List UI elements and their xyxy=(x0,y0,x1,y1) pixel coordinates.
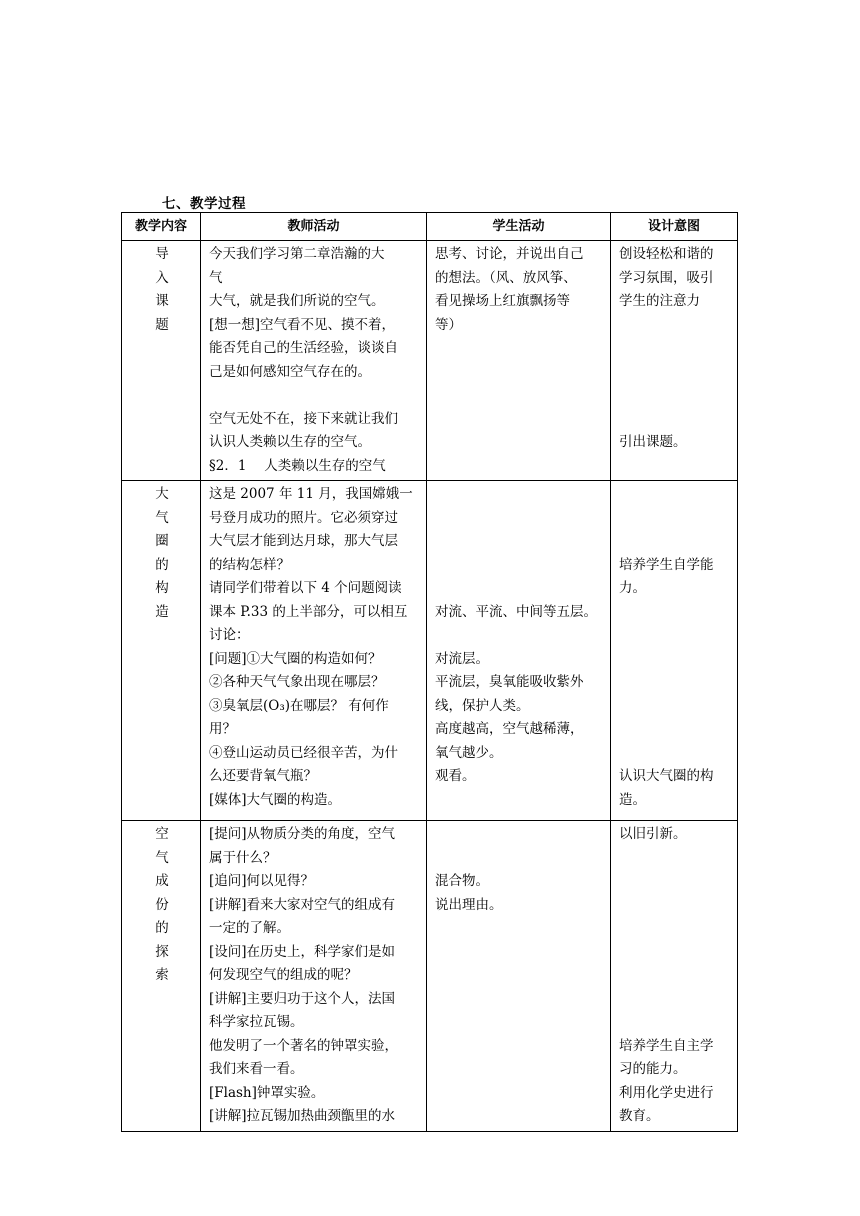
teacher-line: 大气层才能到达月球，那大气层 xyxy=(209,533,398,549)
teacher-line: [设问]在历史上，科学家们是如 xyxy=(209,943,396,960)
teacher-line: 一定的了解。 xyxy=(209,920,290,936)
intent-cell xyxy=(611,241,738,481)
topic-char: 导 xyxy=(155,246,169,262)
header-student: 学生活动 xyxy=(427,213,611,241)
teacher-line: 他发明了一个著名的钟罩实验， xyxy=(209,1037,398,1054)
teacher-cell xyxy=(201,481,427,821)
teacher-line: 能否凭自己的生活经验，谈谈自 xyxy=(209,340,398,356)
student-line: 观看。 xyxy=(435,768,476,784)
teacher-line: [讲解]拉瓦锡加热曲颈甑里的水 xyxy=(209,1108,396,1124)
teacher-line: [讲解]看来大家对空气的组成有 xyxy=(209,896,396,913)
teacher-line: 这是 2007 年 11 月，我国嫦娥一 xyxy=(209,486,413,502)
teacher-line: [提问]从物质分类的角度，空气 xyxy=(209,826,396,842)
student-line: 对流、平流、中间等五层。 xyxy=(435,603,597,620)
teacher-line: 己是如何感知空气存在的。 xyxy=(209,363,371,380)
intent-cell xyxy=(611,821,738,1132)
topic-char: 题 xyxy=(155,316,169,333)
teacher-line: 课本 P.33 的上半部分，可以相互 xyxy=(209,603,408,620)
student-line xyxy=(435,624,604,648)
topic-char: 索 xyxy=(155,967,169,983)
teacher-line: ②各种天气气象出现在哪层？ xyxy=(209,674,385,690)
topic-cell xyxy=(122,821,201,1132)
teacher-line: [想一想]空气看不见、摸不着， xyxy=(209,316,396,333)
topic-char: 入 xyxy=(155,269,169,286)
topic-char: 圈 xyxy=(155,533,169,549)
teacher-line: 气 xyxy=(209,269,223,286)
table-row xyxy=(122,821,738,1132)
intent-line: 学生的注意力 xyxy=(619,293,700,309)
teacher-line: 请同学们带着以下 4 个问题阅读 xyxy=(209,580,402,596)
teacher-line: 今天我们学习第二章浩瀚的大 xyxy=(209,246,385,262)
teacher-line: §2．1 人类赖以生存的空气 xyxy=(209,457,386,474)
table-header-row xyxy=(122,213,738,241)
intent-line: 引出课题。 xyxy=(619,434,687,450)
student-line: 的想法。（风、放风筝、 xyxy=(435,269,577,286)
header-content: 教学内容 xyxy=(122,213,201,241)
intent-line: 认识大气圈的构 xyxy=(619,768,714,784)
teacher-line: ③臭氧层(O₃)在哪层？ 有何作 xyxy=(209,697,389,714)
teacher-line: 讨论： xyxy=(209,627,250,643)
student-line: 混合物。 xyxy=(435,873,489,889)
student-cell xyxy=(427,241,611,481)
table-row xyxy=(122,241,738,481)
intent-line: 学习氛围，吸引 xyxy=(619,269,714,286)
teacher-line: [讲解]主要归功于这个人，法国 xyxy=(209,990,396,1007)
teacher-line: [Flash]钟罩实验。 xyxy=(209,1084,325,1101)
teacher-line: 的结构怎样？ xyxy=(209,556,290,573)
topic-cell xyxy=(122,481,201,821)
intent-line: 创设轻松和谐的 xyxy=(619,246,714,262)
teacher-line: 我们来看一看。 xyxy=(209,1061,304,1077)
topic-cell xyxy=(122,241,201,481)
intent-line: 培养学生自主学 xyxy=(619,1037,714,1054)
student-line: 看见操场上红旗飘扬等 xyxy=(435,293,570,309)
teacher-line: 何发现空气的组成的呢？ xyxy=(209,967,358,983)
topic-char: 份 xyxy=(155,896,169,913)
teacher-line: 大气，就是我们所说的空气。 xyxy=(209,293,385,309)
teacher-line xyxy=(209,384,420,408)
student-line: 平流层，臭氧能吸收紫外 xyxy=(435,674,584,690)
topic-char: 成 xyxy=(155,873,169,889)
student-line: 高度越高，空气越稀薄， xyxy=(435,721,584,737)
teacher-line: 属于什么？ xyxy=(209,849,277,866)
teacher-line: ④登山运动员已经很辛苦，为什 xyxy=(209,744,398,761)
topic-char: 构 xyxy=(155,580,169,596)
header-teacher: 教师活动 xyxy=(201,213,427,241)
topic-char: 大 xyxy=(155,486,169,502)
intent-line: 造。 xyxy=(619,791,646,808)
intent-line: 以旧引新。 xyxy=(619,826,687,842)
teacher-line: 科学家拉瓦锡。 xyxy=(209,1014,304,1030)
topic-char: 探 xyxy=(155,943,169,960)
intent-cell xyxy=(611,481,738,821)
topic-char: 气 xyxy=(155,849,169,866)
topic-char: 课 xyxy=(155,293,169,309)
teacher-line: 号登月成功的照片。它必须穿过 xyxy=(209,509,398,526)
student-line: 线，保护人类。 xyxy=(435,697,530,714)
topic-char: 的 xyxy=(155,556,169,573)
teaching-process-table xyxy=(121,212,738,1132)
student-line: 说出理由。 xyxy=(435,896,503,913)
student-line: 对流层。 xyxy=(435,650,489,667)
teacher-line: [问题]①大气圈的构造如何？ xyxy=(209,650,382,667)
teacher-line: [媒体]大气圈的构造。 xyxy=(209,791,342,808)
header-intent: 设计意图 xyxy=(611,213,738,241)
teacher-line: 用？ xyxy=(209,721,236,737)
topic-char: 造 xyxy=(155,603,169,620)
section-title: 七、教学过程 xyxy=(162,196,246,212)
intent-line: 教育。 xyxy=(619,1108,660,1124)
teacher-line: 认识人类赖以生存的空气。 xyxy=(209,434,371,450)
intent-line: 利用化学史进行 xyxy=(619,1084,714,1101)
teacher-cell xyxy=(201,821,427,1132)
topic-char: 的 xyxy=(155,920,169,936)
intent-line: 习的能力。 xyxy=(619,1061,687,1077)
intent-line: 力。 xyxy=(619,580,646,596)
teacher-cell xyxy=(201,241,427,481)
intent-line: 培养学生自学能 xyxy=(619,556,714,573)
teacher-line: 空气无处不在，接下来就让我们 xyxy=(209,410,398,427)
student-cell xyxy=(427,481,611,821)
topic-char: 空 xyxy=(155,826,169,842)
student-cell xyxy=(427,821,611,1132)
student-line: 等） xyxy=(435,316,462,333)
table-row xyxy=(122,481,738,821)
student-line: 氧气越少。 xyxy=(435,744,503,761)
student-line: 思考、讨论，并说出自己 xyxy=(435,246,584,262)
topic-char: 气 xyxy=(155,509,169,526)
teacher-line: [追问]何以见得？ xyxy=(209,873,315,889)
teacher-line: 么还要背氧气瓶？ xyxy=(209,768,317,784)
